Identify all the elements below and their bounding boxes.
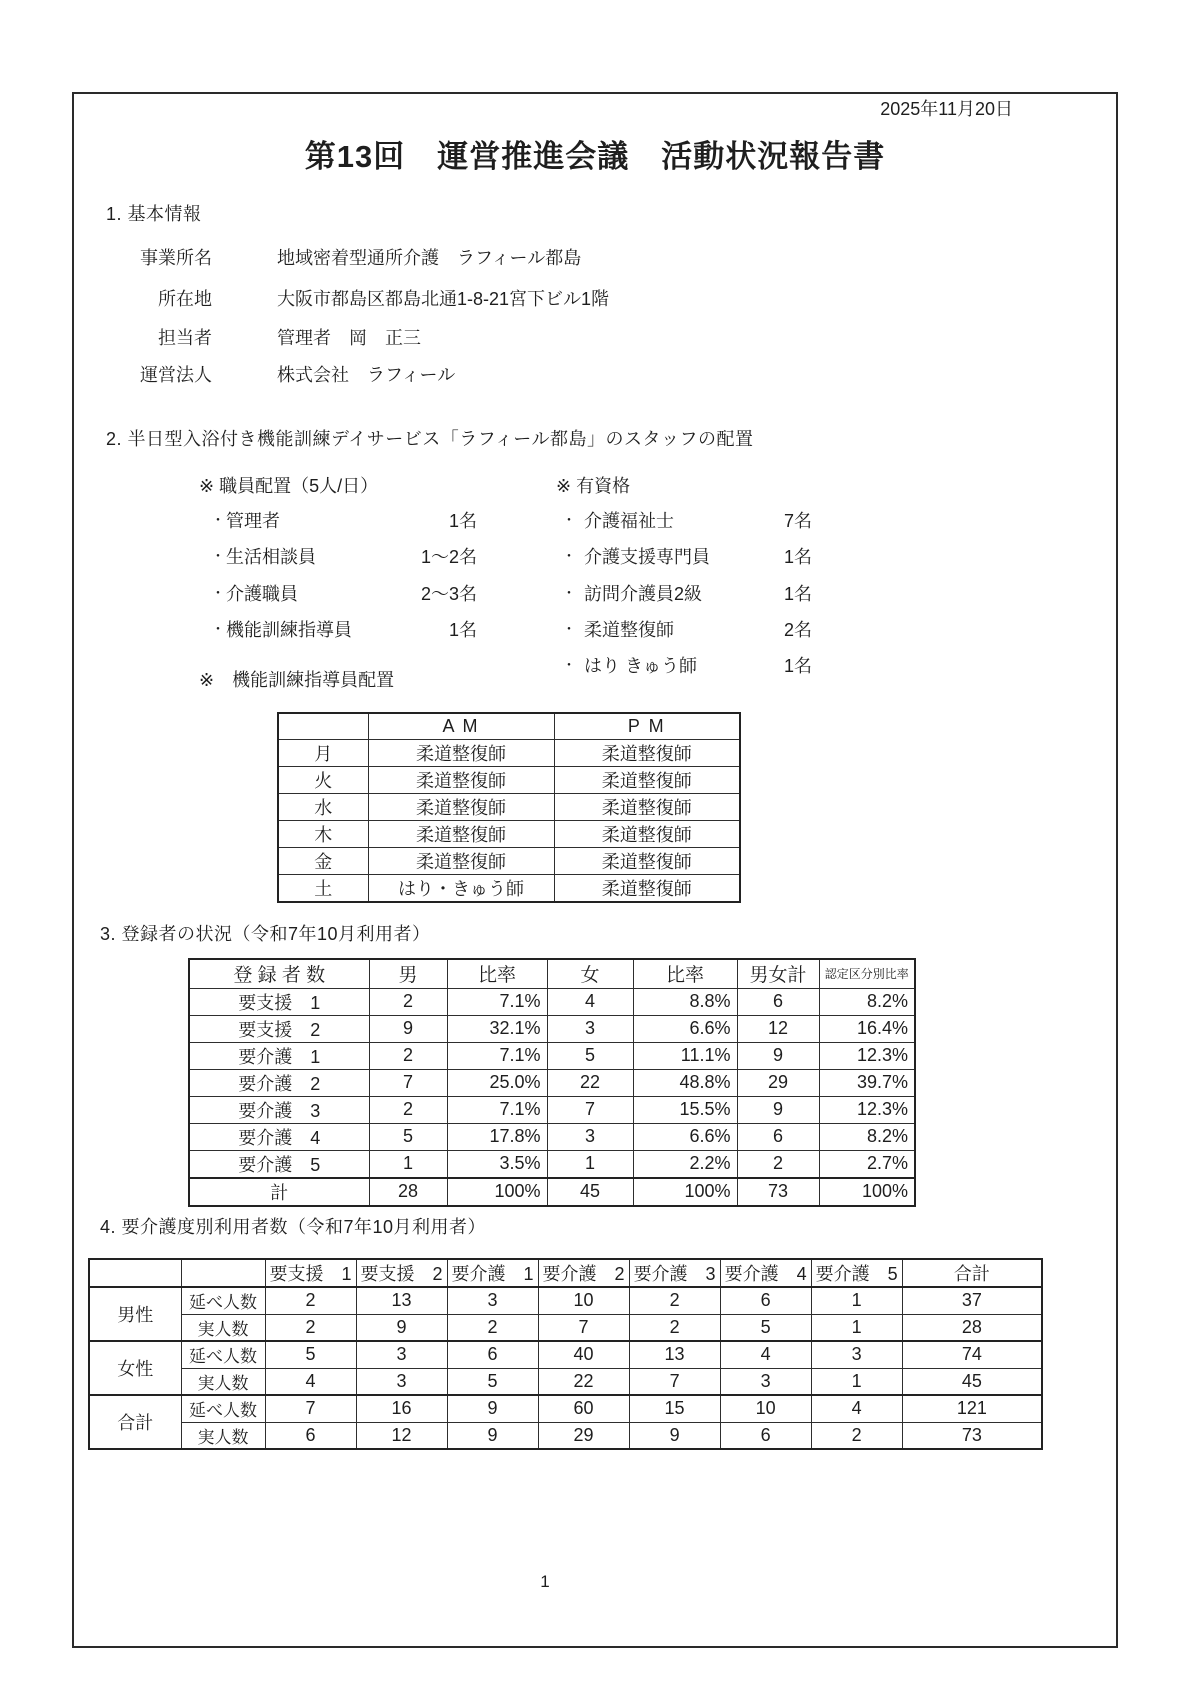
care-value-cell: 4 bbox=[265, 1368, 356, 1395]
reg-male-cell: 5 bbox=[369, 1123, 447, 1150]
care-level-table bbox=[88, 1258, 1043, 1450]
reg-female-pct-cell: 2.2% bbox=[633, 1150, 737, 1178]
reg-total-cell: 6 bbox=[737, 1123, 819, 1150]
care-value-cell: 3 bbox=[811, 1341, 902, 1368]
care-value-cell: 9 bbox=[356, 1314, 447, 1341]
reg-col-male: 男 bbox=[369, 959, 447, 988]
reg-male-pct-cell: 7.1% bbox=[447, 988, 547, 1015]
reg-col-registrants: 登 録 者 数 bbox=[189, 959, 369, 988]
care-kind-cell: 実人数 bbox=[181, 1368, 265, 1395]
schedule-pm-cell: 柔道整復師 bbox=[554, 793, 740, 820]
care-header-row bbox=[89, 1259, 1042, 1287]
schedule-pm-header: P M bbox=[554, 713, 740, 739]
staffing-item-value: 1名 bbox=[448, 620, 477, 640]
qualification-item-label: 介護福祉士 bbox=[584, 511, 674, 531]
reg-label-cell: 要介護 5 bbox=[189, 1150, 369, 1178]
care-row bbox=[89, 1368, 1042, 1395]
reg-row bbox=[189, 1123, 915, 1150]
reg-cert-pct-cell: 12.3% bbox=[819, 1042, 915, 1069]
care-col-header: 要介護 3 bbox=[629, 1259, 720, 1287]
reg-col-cert-ratio: 認定区分別比率 bbox=[819, 959, 915, 988]
care-value-cell: 6 bbox=[720, 1422, 811, 1449]
qualification-item-label: 柔道整復師 bbox=[584, 620, 674, 640]
section3-heading: 3. 登録者の状況（令和7年10月利用者） bbox=[100, 924, 431, 944]
care-value-cell: 2 bbox=[265, 1314, 356, 1341]
care-value-cell: 29 bbox=[538, 1422, 629, 1449]
care-col-header: 要支援 2 bbox=[356, 1259, 447, 1287]
staffing-item-label: 介護職員 bbox=[226, 584, 298, 604]
care-value-cell: 10 bbox=[538, 1287, 629, 1314]
qualification-item-value: 2名 bbox=[783, 620, 812, 640]
care-value-cell: 40 bbox=[538, 1341, 629, 1368]
reg-male-cell: 28 bbox=[369, 1178, 447, 1206]
care-value-cell: 12 bbox=[356, 1422, 447, 1449]
reg-label-cell: 要介護 4 bbox=[189, 1123, 369, 1150]
care-value-cell: 10 bbox=[720, 1395, 811, 1422]
bullet-icon: ・ bbox=[562, 657, 576, 673]
reg-total-cell: 73 bbox=[737, 1178, 819, 1206]
schedule-pm-cell: 柔道整復師 bbox=[554, 820, 740, 847]
reg-row bbox=[189, 1096, 915, 1123]
reg-male-pct-cell: 7.1% bbox=[447, 1096, 547, 1123]
reg-male-cell: 7 bbox=[369, 1069, 447, 1096]
care-value-cell: 3 bbox=[356, 1341, 447, 1368]
reg-male-pct-cell: 17.8% bbox=[447, 1123, 547, 1150]
schedule-row bbox=[278, 820, 740, 847]
report-date: 2025年11月20日 bbox=[880, 99, 1013, 119]
reg-female-cell: 45 bbox=[547, 1178, 633, 1206]
schedule-header-row bbox=[278, 713, 740, 739]
care-col-header: 要介護 5 bbox=[811, 1259, 902, 1287]
reg-male-cell: 2 bbox=[369, 1042, 447, 1069]
reg-header-row bbox=[189, 959, 915, 988]
staffing-item-label: 生活相談員 bbox=[226, 547, 316, 567]
schedule-row bbox=[278, 874, 740, 902]
reg-female-cell: 1 bbox=[547, 1150, 633, 1178]
schedule-row bbox=[278, 766, 740, 793]
care-value-cell: 7 bbox=[629, 1368, 720, 1395]
care-value-cell: 13 bbox=[356, 1287, 447, 1314]
bullet-icon: ・ bbox=[211, 512, 225, 528]
reg-col-total: 男女計 bbox=[737, 959, 819, 988]
reg-male-cell: 2 bbox=[369, 1096, 447, 1123]
report-title: 第13回 運営推進会議 活動状況報告書 bbox=[304, 139, 886, 174]
bullet-icon: ・ bbox=[211, 585, 225, 601]
trainer-schedule-heading: ※ 機能訓練指導員配置 bbox=[199, 670, 395, 690]
field-label: 担当者 bbox=[158, 328, 212, 348]
qualification-item-value: 1名 bbox=[783, 547, 812, 567]
care-total-cell: 74 bbox=[902, 1341, 1042, 1368]
bullet-icon: ・ bbox=[562, 512, 576, 528]
schedule-row bbox=[278, 847, 740, 874]
reg-female-cell: 3 bbox=[547, 1015, 633, 1042]
schedule-day-cell: 土 bbox=[278, 874, 368, 902]
care-value-cell: 3 bbox=[447, 1287, 538, 1314]
reg-label-cell: 要介護 3 bbox=[189, 1096, 369, 1123]
care-value-cell: 1 bbox=[811, 1314, 902, 1341]
reg-male-pct-cell: 25.0% bbox=[447, 1069, 547, 1096]
staffing-item-value: 1〜2名 bbox=[420, 547, 477, 567]
reg-female-pct-cell: 100% bbox=[633, 1178, 737, 1206]
reg-female-pct-cell: 6.6% bbox=[633, 1123, 737, 1150]
reg-row bbox=[189, 1069, 915, 1096]
care-total-cell: 45 bbox=[902, 1368, 1042, 1395]
care-kind-cell: 延べ人数 bbox=[181, 1395, 265, 1422]
section4-heading: 4. 要介護度別利用者数（令和7年10月利用者） bbox=[100, 1217, 487, 1237]
care-group-cell: 男性 bbox=[89, 1287, 181, 1341]
care-value-cell: 5 bbox=[265, 1341, 356, 1368]
reg-male-cell: 1 bbox=[369, 1150, 447, 1178]
qualification-item-label: 介護支援専門員 bbox=[584, 547, 710, 567]
schedule-pm-cell: 柔道整復師 bbox=[554, 874, 740, 902]
reg-cert-pct-cell: 2.7% bbox=[819, 1150, 915, 1178]
care-value-cell: 3 bbox=[356, 1368, 447, 1395]
reg-male-pct-cell: 3.5% bbox=[447, 1150, 547, 1178]
care-row bbox=[89, 1422, 1042, 1449]
qualification-item-label: はり きゅう師 bbox=[584, 656, 698, 676]
care-value-cell: 9 bbox=[447, 1395, 538, 1422]
care-col-header: 要介護 2 bbox=[538, 1259, 629, 1287]
reg-total-cell: 2 bbox=[737, 1150, 819, 1178]
care-value-cell: 60 bbox=[538, 1395, 629, 1422]
reg-female-cell: 22 bbox=[547, 1069, 633, 1096]
care-row bbox=[89, 1287, 1042, 1314]
care-value-cell: 6 bbox=[447, 1341, 538, 1368]
care-value-cell: 7 bbox=[538, 1314, 629, 1341]
schedule-day-cell: 水 bbox=[278, 793, 368, 820]
care-row bbox=[89, 1395, 1042, 1422]
reg-total-cell: 9 bbox=[737, 1096, 819, 1123]
field-value: 株式会社 ラフィール bbox=[277, 365, 456, 385]
qualification-item-value: 7名 bbox=[783, 511, 812, 531]
care-row bbox=[89, 1314, 1042, 1341]
care-value-cell: 9 bbox=[447, 1422, 538, 1449]
care-total-cell: 28 bbox=[902, 1314, 1042, 1341]
reg-female-cell: 4 bbox=[547, 988, 633, 1015]
schedule-row bbox=[278, 739, 740, 766]
reg-male-cell: 2 bbox=[369, 988, 447, 1015]
care-total-cell: 121 bbox=[902, 1395, 1042, 1422]
reg-female-cell: 7 bbox=[547, 1096, 633, 1123]
bullet-icon: ・ bbox=[562, 585, 576, 601]
schedule-row bbox=[278, 793, 740, 820]
schedule-am-cell: 柔道整復師 bbox=[368, 766, 554, 793]
care-value-cell: 6 bbox=[720, 1287, 811, 1314]
care-value-cell: 1 bbox=[811, 1287, 902, 1314]
care-value-cell: 15 bbox=[629, 1395, 720, 1422]
reg-female-pct-cell: 48.8% bbox=[633, 1069, 737, 1096]
care-kind-cell: 実人数 bbox=[181, 1422, 265, 1449]
care-col-header: 要支援 1 bbox=[265, 1259, 356, 1287]
reg-cert-pct-cell: 100% bbox=[819, 1178, 915, 1206]
staffing-item-label: 機能訓練指導員 bbox=[226, 620, 352, 640]
care-value-cell: 2 bbox=[629, 1287, 720, 1314]
care-value-cell: 6 bbox=[265, 1422, 356, 1449]
care-value-cell: 16 bbox=[356, 1395, 447, 1422]
schedule-am-header: A M bbox=[368, 713, 554, 739]
care-total-cell: 73 bbox=[902, 1422, 1042, 1449]
schedule-day-cell: 火 bbox=[278, 766, 368, 793]
schedule-day-cell: 金 bbox=[278, 847, 368, 874]
reg-cert-pct-cell: 16.4% bbox=[819, 1015, 915, 1042]
field-label: 所在地 bbox=[158, 289, 212, 309]
reg-col-female-ratio: 比率 bbox=[633, 959, 737, 988]
reg-female-pct-cell: 11.1% bbox=[633, 1042, 737, 1069]
schedule-am-cell: 柔道整復師 bbox=[368, 820, 554, 847]
schedule-day-header bbox=[278, 713, 368, 739]
field-value: 管理者 岡 正三 bbox=[277, 328, 421, 348]
care-value-cell: 7 bbox=[265, 1395, 356, 1422]
reg-col-female: 女 bbox=[547, 959, 633, 988]
qualification-item-value: 1名 bbox=[783, 584, 812, 604]
care-value-cell: 9 bbox=[629, 1422, 720, 1449]
care-kind-cell: 延べ人数 bbox=[181, 1287, 265, 1314]
reg-female-pct-cell: 8.8% bbox=[633, 988, 737, 1015]
schedule-pm-cell: 柔道整復師 bbox=[554, 766, 740, 793]
reg-label-cell: 要支援 2 bbox=[189, 1015, 369, 1042]
reg-total-cell: 12 bbox=[737, 1015, 819, 1042]
staffing-item-value: 2〜3名 bbox=[420, 584, 477, 604]
schedule-day-cell: 木 bbox=[278, 820, 368, 847]
reg-male-pct-cell: 100% bbox=[447, 1178, 547, 1206]
reg-female-pct-cell: 15.5% bbox=[633, 1096, 737, 1123]
care-value-cell: 13 bbox=[629, 1341, 720, 1368]
care-value-cell: 2 bbox=[447, 1314, 538, 1341]
care-group-cell: 合計 bbox=[89, 1395, 181, 1449]
care-kind-cell: 実人数 bbox=[181, 1314, 265, 1341]
reg-row bbox=[189, 988, 915, 1015]
reg-male-pct-cell: 7.1% bbox=[447, 1042, 547, 1069]
section2-heading: 2. 半日型入浴付き機能訓練デイサービス「ラフィール都島」のスタッフの配置 bbox=[106, 429, 754, 449]
reg-male-pct-cell: 32.1% bbox=[447, 1015, 547, 1042]
field-value: 地域密着型通所介護 ラフィール都島 bbox=[277, 248, 582, 268]
reg-label-cell: 要介護 2 bbox=[189, 1069, 369, 1096]
care-value-cell: 22 bbox=[538, 1368, 629, 1395]
care-col-total-header: 合計 bbox=[902, 1259, 1042, 1287]
reg-label-cell: 要介護 1 bbox=[189, 1042, 369, 1069]
staffing-item-value: 1名 bbox=[448, 511, 477, 531]
schedule-pm-cell: 柔道整復師 bbox=[554, 847, 740, 874]
reg-cert-pct-cell: 12.3% bbox=[819, 1096, 915, 1123]
care-col-header: 要介護 1 bbox=[447, 1259, 538, 1287]
care-value-cell: 2 bbox=[265, 1287, 356, 1314]
staffing-heading: ※ 職員配置（5人/日） bbox=[199, 476, 379, 496]
bullet-icon: ・ bbox=[562, 621, 576, 637]
care-empty-header bbox=[89, 1259, 181, 1287]
care-value-cell: 2 bbox=[629, 1314, 720, 1341]
reg-cert-pct-cell: 39.7% bbox=[819, 1069, 915, 1096]
care-value-cell: 4 bbox=[811, 1395, 902, 1422]
staffing-item-label: 管理者 bbox=[226, 511, 280, 531]
reg-row bbox=[189, 1015, 915, 1042]
schedule-am-cell: 柔道整復師 bbox=[368, 847, 554, 874]
bullet-icon: ・ bbox=[562, 548, 576, 564]
qualification-item-label: 訪問介護員2級 bbox=[584, 584, 703, 604]
trainer-schedule-table bbox=[277, 712, 741, 903]
reg-label-cell: 要支援 1 bbox=[189, 988, 369, 1015]
care-col-header: 要介護 4 bbox=[720, 1259, 811, 1287]
schedule-day-cell: 月 bbox=[278, 739, 368, 766]
care-value-cell: 4 bbox=[720, 1341, 811, 1368]
care-kind-cell: 延べ人数 bbox=[181, 1341, 265, 1368]
schedule-am-cell: 柔道整復師 bbox=[368, 793, 554, 820]
reg-cert-pct-cell: 8.2% bbox=[819, 988, 915, 1015]
reg-female-pct-cell: 6.6% bbox=[633, 1015, 737, 1042]
reg-female-cell: 3 bbox=[547, 1123, 633, 1150]
schedule-am-cell: はり・きゅう師 bbox=[368, 874, 554, 902]
care-row bbox=[89, 1341, 1042, 1368]
reg-row bbox=[189, 1150, 915, 1178]
bullet-icon: ・ bbox=[211, 621, 225, 637]
reg-male-cell: 9 bbox=[369, 1015, 447, 1042]
reg-col-male-ratio: 比率 bbox=[447, 959, 547, 988]
reg-total-cell: 29 bbox=[737, 1069, 819, 1096]
care-value-cell: 3 bbox=[720, 1368, 811, 1395]
care-total-cell: 37 bbox=[902, 1287, 1042, 1314]
registrants-table bbox=[188, 958, 916, 1207]
qualification-item-value: 1名 bbox=[783, 656, 812, 676]
reg-row bbox=[189, 1042, 915, 1069]
care-value-cell: 5 bbox=[720, 1314, 811, 1341]
reg-label-cell: 計 bbox=[189, 1178, 369, 1206]
reg-total-cell: 6 bbox=[737, 988, 819, 1015]
field-value: 大阪市都島区都島北通1-8-21宮下ビル1階 bbox=[277, 289, 610, 309]
bullet-icon: ・ bbox=[211, 548, 225, 564]
care-value-cell: 1 bbox=[811, 1368, 902, 1395]
reg-total-cell: 9 bbox=[737, 1042, 819, 1069]
care-value-cell: 5 bbox=[447, 1368, 538, 1395]
section1-heading: 1. 基本情報 bbox=[106, 204, 202, 224]
page-number: 1 bbox=[540, 1572, 550, 1591]
care-empty-header bbox=[181, 1259, 265, 1287]
field-label: 運営法人 bbox=[140, 365, 212, 385]
qualifications-heading: ※ 有資格 bbox=[556, 476, 631, 496]
reg-cert-pct-cell: 8.2% bbox=[819, 1123, 915, 1150]
field-label: 事業所名 bbox=[140, 248, 212, 268]
care-value-cell: 2 bbox=[811, 1422, 902, 1449]
schedule-am-cell: 柔道整復師 bbox=[368, 739, 554, 766]
reg-total-row bbox=[189, 1178, 915, 1206]
care-group-cell: 女性 bbox=[89, 1341, 181, 1395]
schedule-pm-cell: 柔道整復師 bbox=[554, 739, 740, 766]
reg-female-cell: 5 bbox=[547, 1042, 633, 1069]
